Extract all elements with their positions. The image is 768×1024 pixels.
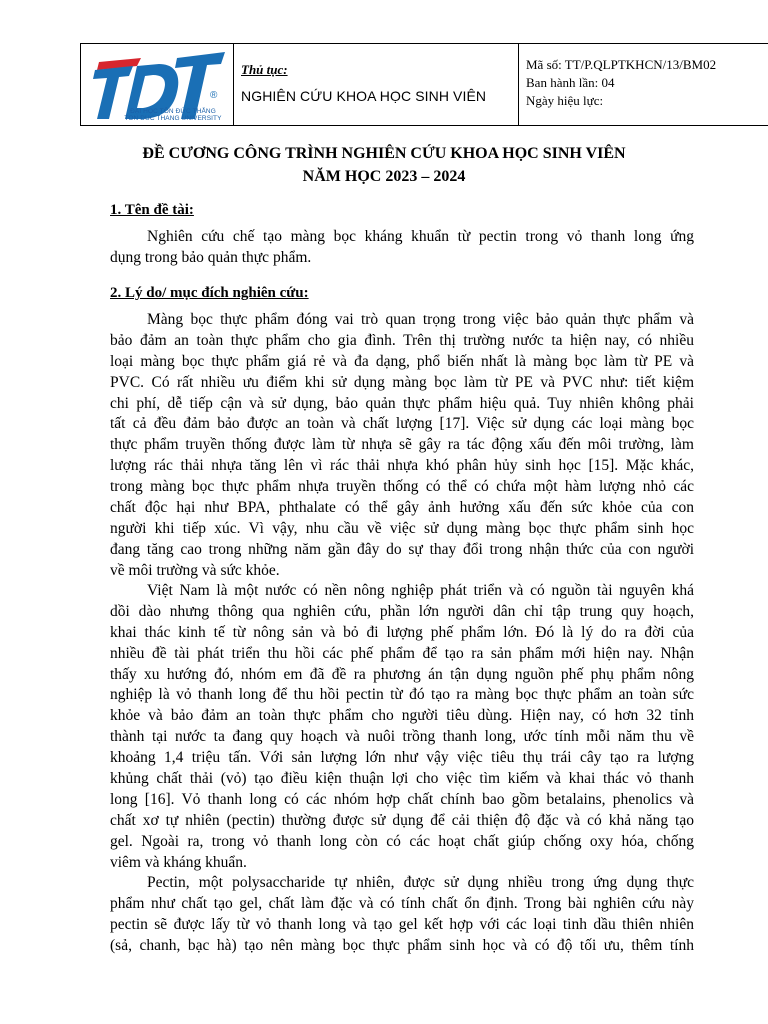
logo-caption [117,108,229,122]
section-2-paragraph-2 [110,581,694,873]
text-line: khoảng 1,4 triệu tấn. Với sản lượng lớn như vậy việc tiêu thụ trái cây tạo ra lượng [110,749,694,767]
text-line: tất cả đều đảm bảo được an toàn và chất lượng [17]. Việc sử dụng các loại màng bọc [110,415,694,433]
text-line: bảo đảm an toàn thực phẩm cho gia đình. Trên thị trường nước ta hiện nay, có nhiều [110,331,694,349]
section-2-paragraph-1 [110,310,694,582]
text-line: viêm và kháng khuẩn. [110,853,247,871]
logo-caption-vn: ĐẠI HỌC TÔN ĐỨC THẮNG [130,108,216,115]
text-line: lượng rác thải nhựa tăng lên vì rác thải nhựa khó phân hủy sinh học [15]. Mặc khác, [110,457,694,475]
document-title [0,142,768,188]
registered-mark: ® [210,90,218,101]
section-1-body [110,227,694,269]
text-line: đang tăng cao trong những năm gần đây do sự thay đổi trong nhận thức của con người [110,540,694,558]
document-meta [519,44,768,125]
text-line: PVC. Có rất nhiều ưu điểm khi sử dụng màng bọc làm từ PE và PVC như: tiết kiệm [110,373,694,391]
text-line: loại màng bọc thực phẩm giá rẻ và đa dạng, phổ biến nhất là màng bọc làm từ PE và [110,352,694,370]
text-line: gel. Ngoài ra, trong vỏ thanh long còn có các hoạt chất giúp chống oxy hóa, chống [110,832,694,850]
document-title-line-2: NĂM HỌC 2023 – 2024 [302,168,466,185]
text-line: thực phẩm truyền thống được làm từ nhựa sẽ gây ra tác động xấu đến môi trường, làm [110,436,694,454]
text-line: khủng chất thải (vỏ) tạo điều kiện thuận lợi cho việc tìm kiếm và khai thác vỏ thanh [110,770,694,788]
section-2-paragraph-3 [110,873,694,957]
text-line: trong màng bọc thực phẩm nhựa truyền thống có thể có chứa một hàm lượng nhỏ các [110,478,694,496]
text-line: Màng bọc thực phẩm đóng vai trò quan trọng trong việc bảo quản thực phẩm và [147,311,694,328]
procedure-cell [234,44,519,125]
text-line: Việt Nam là một nước có nền nông nghiệp phát triển và có nguồn tài nguyên khá [147,582,694,599]
text-line: chi phí, dễ tiếp cận và sử dụng, bảo quản thực phẩm hiệu quả. Tuy nhiên không phải [110,394,694,412]
document-header [80,43,768,126]
section-1-heading: 1. Tên đề tài: [110,202,194,218]
text-line: thấy xu hướng đó, nhóm em đã đề ra phương án tận dụng nguồn phế phụ phẩm nông [110,665,694,683]
document-title-line-1: ĐỀ CƯƠNG CÔNG TRÌNH NGHIÊN CỨU KHOA HỌC SINH VIÊN [142,145,626,162]
text-line: khỏe và bảo đảm an toàn thực phẩm cho người tiêu dùng. Hiện nay, có hơn 32 tỉnh [110,707,694,725]
text-line: người khi tiếp xúc. Vì vậy, nhu cầu về việc sử dụng màng bọc thực phẩm sinh học [110,519,694,537]
text-line: về môi trường và sức khỏe. [110,561,280,579]
text-line: nhiều đề tài phát triển thu hồi các phế phẩm để tạo ra sản phẩm mới hiện nay. Nhận [110,644,694,662]
section-2-heading: 2. Lý do/ mục đích nghiên cứu: [110,285,309,301]
text-line: (sả, chanh, bạc hà) tạo nên màng bọc thực phẩm sinh học và có độ tối ưu, thêm tính [110,936,694,954]
text-line: Nghiên cứu chế tạo màng bọc kháng khuẩn từ pectin trong vỏ thanh long ứng [147,228,694,245]
text-line: pectin sẽ được lấy từ vỏ thanh long và tạo gel kết hợp với các loại tinh dầu thiên nhiên [110,915,694,933]
text-line: dụng trong bảo quản thực phẩm. [110,248,312,266]
issue-number: Ban hành lần: 04 [526,75,615,90]
text-line: Pectin, một polysaccharide tự nhiên, được sử dụng nhiều trong ứng dụng thực [147,874,694,891]
text-line: dồi dào nhưng thông qua nghiên cứu, phần lớn người dân chỉ tập trung quy hoạch, [110,602,694,620]
text-line: chất xơ tự nhiên (pectin) thường được sử dụng để cải thiện độ đặc và có khả năng tạo [110,811,694,829]
text-line: thành tại nước ta đang quy hoạch và nuôi trồng thanh long, ước tính mỗi năm thu về [110,728,694,746]
logo-cell [81,44,234,125]
text-line: chất độc hại như BPA, phthalate có thể gây ảnh hưởng xấu đến sức khỏe của con [110,499,694,517]
logo-caption-en: TON DUC THANG UNIVERSITY [124,115,222,122]
text-line: long [16]. Vỏ thanh long có các nhóm hợp chất chính bao gồm betalains, phenolics và [110,790,694,808]
text-line: khai thác kinh tế từ nông sản và bỏ đi lượng phế phẩm lớn. Đó là lý do ra đời của [110,623,694,641]
effective-date: Ngày hiệu lực: [526,93,604,108]
text-line: nghiệp là vỏ thanh long để thu hồi pectin từ đó tạo ra màng bọc thực phẩm an toàn sức [110,686,694,704]
text-line: phẩm như chất tạo gel, chất làm đặc và có tính chất ổn định. Trong bài nghiên cứu này [110,894,694,912]
procedure-title: NGHIÊN CỨU KHOA HỌC SINH VIÊN [241,88,487,104]
procedure-label: Thủ tục: [241,62,288,77]
document-code: Mã số: TT/P.QLPTKHCN/13/BM02 [526,57,717,72]
